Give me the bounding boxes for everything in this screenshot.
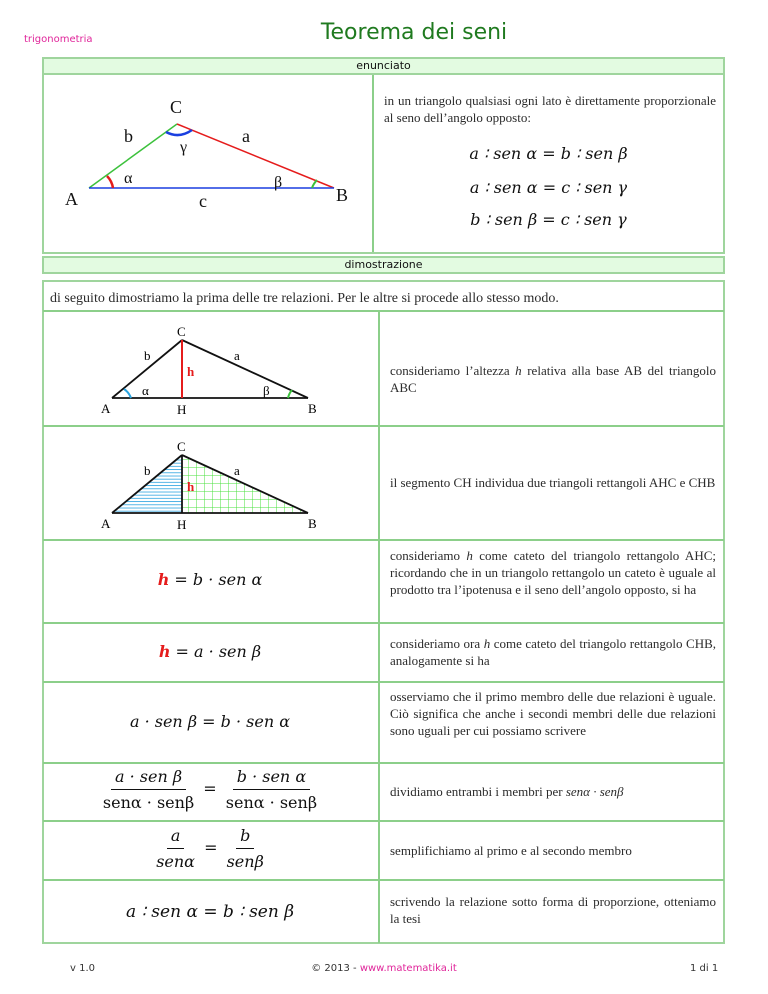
row-divider [43, 622, 724, 624]
statement-header: enunciato [42, 57, 725, 75]
formula-h-b-sin-alpha [44, 570, 376, 589]
vertex-a-label: A [101, 401, 111, 416]
altitude-h-label: h [187, 479, 195, 494]
side-b-line [89, 124, 177, 188]
side-a-line [177, 124, 334, 188]
step-4-text [390, 635, 716, 669]
side-a-label: a [234, 463, 240, 478]
step-text: consideriamo ora [390, 636, 484, 651]
foot-h-label: H [177, 517, 187, 532]
denominator: senα · senβ [225, 793, 318, 812]
step-text: relativa alla base AB del triangolo ABC [390, 363, 716, 395]
denominator: senβ [226, 852, 264, 871]
side-a-label: a [242, 126, 250, 146]
angle-gamma-label: γ [180, 139, 188, 156]
page-number: 1 di 1 [690, 963, 719, 974]
side-b-label: b [124, 126, 133, 146]
equals-sign: = [203, 779, 217, 798]
triangle-diagram [44, 76, 370, 252]
vertex-a-label: A [101, 516, 111, 531]
angle-beta-label: β [274, 174, 283, 191]
row-divider [43, 820, 724, 822]
var-h: h [158, 642, 171, 661]
equals-sign: = [204, 838, 218, 857]
statement-formula-2: a ∶ sen α = c ∶ sen γ [469, 178, 628, 197]
row-divider [43, 762, 724, 764]
step-text: consideriamo l’altezza [390, 363, 516, 378]
split-triangles-diagram [44, 427, 376, 538]
numerator: a [167, 826, 185, 849]
step-text: come cateto del triangolo rettangolo AHC; ricordando che in un triangolo rettangolo un cateto è uguale al prodotto tra l’ipotenusa e il seno dell’angolo opposto, si ha [390, 548, 716, 597]
column-divider [372, 75, 374, 252]
fraction-left [152, 826, 199, 871]
formula-h-a-sin-beta [44, 642, 376, 661]
numerator: b · sen α [233, 767, 310, 790]
row-divider [43, 539, 724, 541]
altitude-h-label: h [187, 364, 195, 379]
step-5-text: osserviamo che il primo membro delle due relazioni è uguale. Ciò significa che anche i secondi membri delle due relazioni sono uguali per cui possiamo scrivere [390, 689, 716, 738]
foot-h-label: H [177, 402, 187, 417]
step-text: consideriamo [390, 548, 467, 563]
angle-alpha-arc [107, 176, 113, 188]
formula-thesis: a ∶ sen α = b ∶ sen β [125, 902, 295, 922]
side-b-label: b [144, 463, 151, 478]
angle-gamma-arc [166, 130, 192, 135]
page-title: Teorema dei seni [320, 20, 508, 45]
vertex-c-label: C [170, 97, 183, 117]
side-a-label: a [234, 348, 240, 363]
step-6-text [390, 783, 716, 800]
vertex-c-label: C [177, 324, 186, 339]
formula-divided [44, 767, 376, 812]
fraction-right [222, 767, 321, 812]
step-text: come cateto del triangolo rettangolo CHB, analogamente si ha [390, 636, 717, 668]
side-c-label: c [199, 191, 207, 211]
statement-formula-1: a ∶ sen α = b ∶ sen β [469, 144, 628, 163]
numerator: a · sen β [111, 767, 186, 790]
angle-beta-arc [312, 180, 317, 188]
site-link[interactable]: www.matematika.it [359, 963, 457, 974]
side-a-line [182, 340, 308, 398]
denominator: senα [156, 852, 195, 871]
var-product: senα · senβ [565, 784, 624, 799]
fraction-right [223, 826, 268, 871]
vertex-b-label: B [336, 185, 349, 205]
copyright-text: © 2013 - [311, 963, 360, 974]
step-text: dividiamo entrambi i membri per [390, 784, 566, 799]
step-8-text: scrivendo la relazione sotto forma di proporzione, otteniamo la tesi [390, 894, 716, 926]
formula-text: = b · sen α [169, 570, 263, 589]
copyright [0, 963, 768, 974]
version-label: v 1.0 [70, 963, 95, 974]
vertex-c-label: C [177, 439, 186, 454]
statement-text: in un triangolo qualsiasi ogni lato è direttamente proporzionale al seno dell’angolo opposto: [384, 93, 716, 125]
angle-alpha-label: α [142, 383, 149, 398]
var-h: h [466, 548, 473, 563]
numerator: b [236, 826, 254, 849]
step-7-text: semplifichiamo al primo e al secondo membro [390, 843, 632, 858]
var-h: h [515, 363, 522, 378]
altitude-diagram [44, 312, 376, 424]
fraction-left [99, 767, 198, 812]
denominator: senα · senβ [102, 793, 195, 812]
angle-alpha-label: α [124, 170, 133, 187]
side-b-label: b [144, 348, 151, 363]
formula-simplified [44, 826, 376, 871]
brand-label: trigonometria [24, 34, 93, 45]
formula-equal-products: a · sen β = b · sen α [129, 712, 291, 731]
formula-text: = a · sen β [170, 642, 262, 661]
var-h: h [483, 636, 491, 651]
statement-formula-3: b ∶ sen β = c ∶ sen γ [470, 210, 627, 229]
row-divider [43, 879, 724, 881]
step-3-text [390, 547, 716, 598]
proof-header: dimostrazione [42, 256, 725, 274]
step-2-text: il segmento CH individua due triangoli rettangoli AHC e CHB [390, 475, 716, 490]
var-h: h [157, 570, 170, 589]
vertex-b-label: B [308, 401, 317, 416]
row-divider [43, 681, 724, 683]
proof-intro: di seguito dimostriamo la prima delle tre relazioni. Per le altre si procede allo stesso modo. [50, 291, 559, 306]
column-divider [378, 311, 380, 943]
angle-beta-label: β [263, 383, 270, 398]
vertex-a-label: A [65, 189, 78, 209]
step-1-text [390, 362, 716, 396]
angle-beta-arc [288, 390, 292, 398]
angle-alpha-arc [124, 389, 131, 398]
vertex-b-label: B [308, 516, 317, 531]
